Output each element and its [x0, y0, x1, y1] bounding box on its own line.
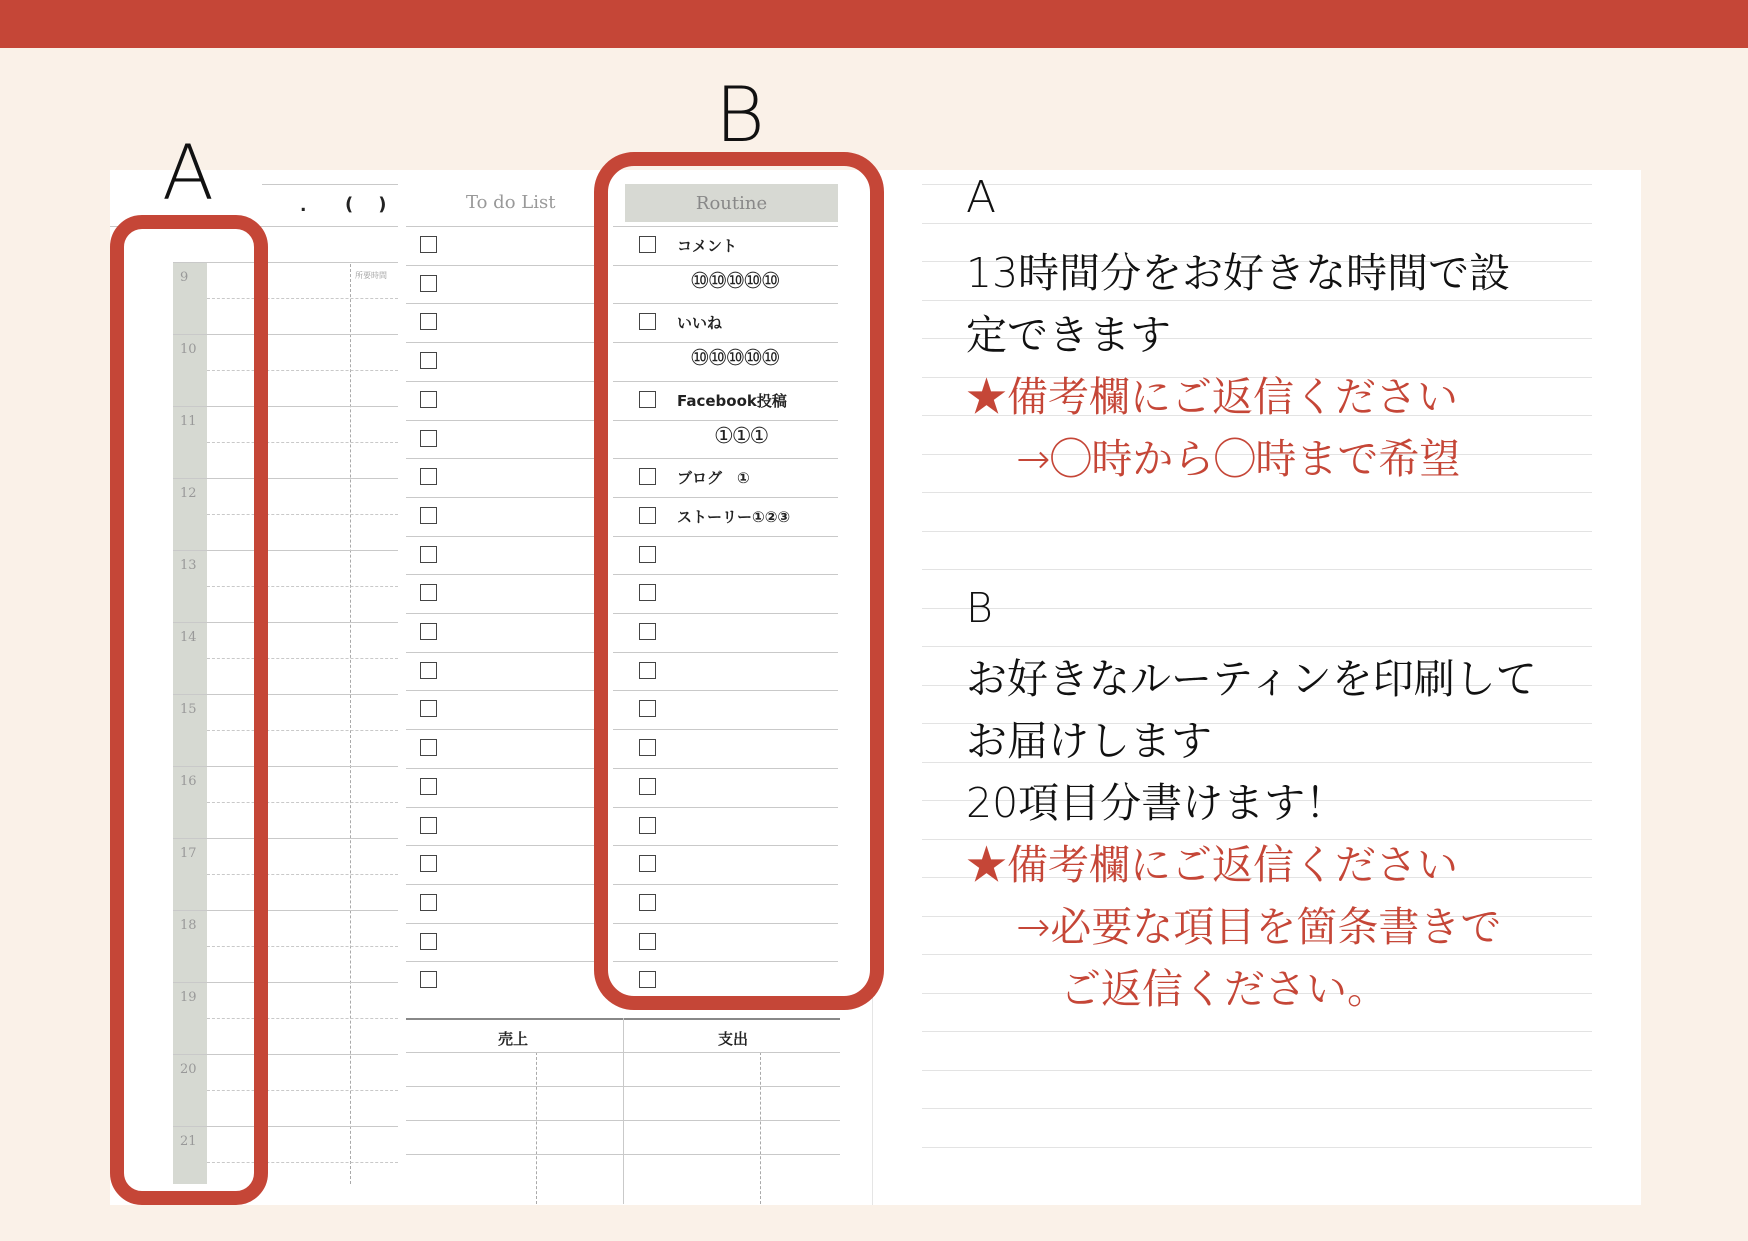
todo-checkbox[interactable] [420, 739, 437, 756]
note-rule [922, 608, 1592, 609]
todo-row-rule [406, 536, 596, 537]
todo-row-rule [406, 458, 596, 459]
note-rule [922, 569, 1592, 570]
hour-label: 20 [180, 1062, 197, 1077]
todo-checkbox[interactable] [420, 971, 437, 988]
note-rule [922, 1031, 1592, 1032]
note-b-title: B [966, 584, 993, 632]
todo-row-rule [406, 884, 596, 885]
note-b-line-3: 20項目分書けます！ [966, 779, 1347, 827]
todo-row-rule [406, 613, 596, 614]
label-b: B [715, 70, 765, 159]
routine-item-counter: ⑩⑩⑩⑩⑩ [690, 269, 779, 294]
note-rule [922, 492, 1592, 493]
money-table-rule [406, 1052, 840, 1053]
hour-label: 18 [180, 918, 197, 933]
todo-checkbox[interactable] [420, 662, 437, 679]
todo-checkbox[interactable] [420, 700, 437, 717]
note-b-line-2: お届けします [966, 717, 1212, 765]
todo-checkbox[interactable] [420, 275, 437, 292]
note-rule [922, 1147, 1592, 1148]
todo-row-rule [406, 226, 596, 227]
hour-label: 9 [180, 270, 189, 285]
todo-row-rule [406, 420, 596, 421]
hour-label: 14 [180, 630, 197, 645]
todo-checkbox[interactable] [420, 855, 437, 872]
routine-item-label: ストーリー①②③ [677, 508, 791, 526]
highlight-frame-b [594, 152, 884, 1010]
todo-row-rule [406, 574, 596, 575]
todo-checkbox[interactable] [420, 817, 437, 834]
routine-title: Routine [625, 184, 838, 222]
duration-label: 所要時間 [355, 271, 387, 280]
routine-item-counter: ①①① [714, 424, 768, 449]
todo-checkbox[interactable] [420, 468, 437, 485]
note-a-line-1: 13時間分をお好きな時間で設 [966, 249, 1511, 297]
todo-checkbox[interactable] [420, 507, 437, 524]
note-rule [922, 1070, 1592, 1071]
expense-header: 支出 [718, 1030, 749, 1048]
routine-item-label: コメント [677, 237, 738, 255]
todo-checkbox[interactable] [420, 584, 437, 601]
top-accent-bar [0, 0, 1748, 48]
hour-label: 16 [180, 774, 197, 789]
date-dot: . [300, 196, 307, 216]
todo-row-rule [406, 961, 596, 962]
note-rule [922, 954, 1592, 955]
hour-label: 10 [180, 342, 197, 357]
note-a-red-2: →◯時から◯時まで希望 [1016, 435, 1461, 483]
highlight-frame-a [110, 215, 268, 1205]
label-a: A [162, 128, 214, 217]
hour-label: 19 [180, 990, 197, 1005]
note-b-line-1: お好きなルーティンを印刷して [966, 655, 1537, 703]
routine-item-counter: ⑩⑩⑩⑩⑩ [690, 346, 779, 371]
hour-label: 15 [180, 702, 197, 717]
todo-checkbox[interactable] [420, 546, 437, 563]
sales-header: 売上 [498, 1030, 529, 1048]
money-table-rule [406, 1086, 840, 1087]
date-top-rule [262, 184, 398, 185]
note-b-red-3: ご返信ください。 [1060, 965, 1388, 1013]
todo-row-rule [406, 845, 596, 846]
todo-checkbox[interactable] [420, 623, 437, 640]
todo-checkbox[interactable] [420, 313, 437, 330]
money-table-divider [623, 1018, 624, 1204]
hour-label: 21 [180, 1134, 197, 1149]
note-a-red-1: ★備考欄にご返信ください [966, 373, 1458, 421]
duration-divider [350, 264, 351, 1184]
hour-label: 17 [180, 846, 197, 861]
note-rule [922, 1108, 1592, 1109]
routine-item-label: Facebook投稿 [677, 392, 787, 410]
expense-subdivider [760, 1052, 761, 1204]
note-rule [922, 184, 1592, 185]
todo-row-rule [406, 690, 596, 691]
todo-checkbox[interactable] [420, 430, 437, 447]
todo-checkbox[interactable] [420, 933, 437, 950]
todo-checkbox[interactable] [420, 894, 437, 911]
hour-label: 11 [180, 414, 197, 429]
todo-checkbox[interactable] [420, 352, 437, 369]
todo-row-rule [406, 303, 596, 304]
todo-row-rule [406, 923, 596, 924]
todo-row-rule [406, 265, 596, 266]
todo-row-rule [406, 807, 596, 808]
date-weekday-paren: ( ) [345, 194, 387, 215]
note-b-red-2: →必要な項目を箇条書きで [1016, 903, 1502, 951]
routine-item-label: いいね [677, 314, 723, 332]
note-rule [922, 223, 1592, 224]
sales-subdivider [536, 1052, 537, 1204]
note-a-title: A [966, 172, 997, 223]
todo-row-rule [406, 729, 596, 730]
note-b-red-1: ★備考欄にご返信ください [966, 841, 1458, 889]
money-table-rule [406, 1154, 840, 1155]
todo-row-rule [406, 652, 596, 653]
note-rule [922, 300, 1592, 301]
routine-item-label: ブログ ① [677, 469, 750, 487]
todo-row-rule [406, 497, 596, 498]
hour-label: 12 [180, 486, 197, 501]
note-rule [922, 531, 1592, 532]
todo-checkbox[interactable] [420, 778, 437, 795]
todo-checkbox[interactable] [420, 391, 437, 408]
hour-label: 13 [180, 558, 197, 573]
todo-row-rule [406, 342, 596, 343]
todo-row-rule [406, 768, 596, 769]
todo-title: To do List [466, 192, 556, 213]
todo-checkbox[interactable] [420, 236, 437, 253]
note-a-line-2: 定できます [966, 311, 1171, 359]
todo-row-rule [406, 381, 596, 382]
money-table-rule [406, 1120, 840, 1121]
